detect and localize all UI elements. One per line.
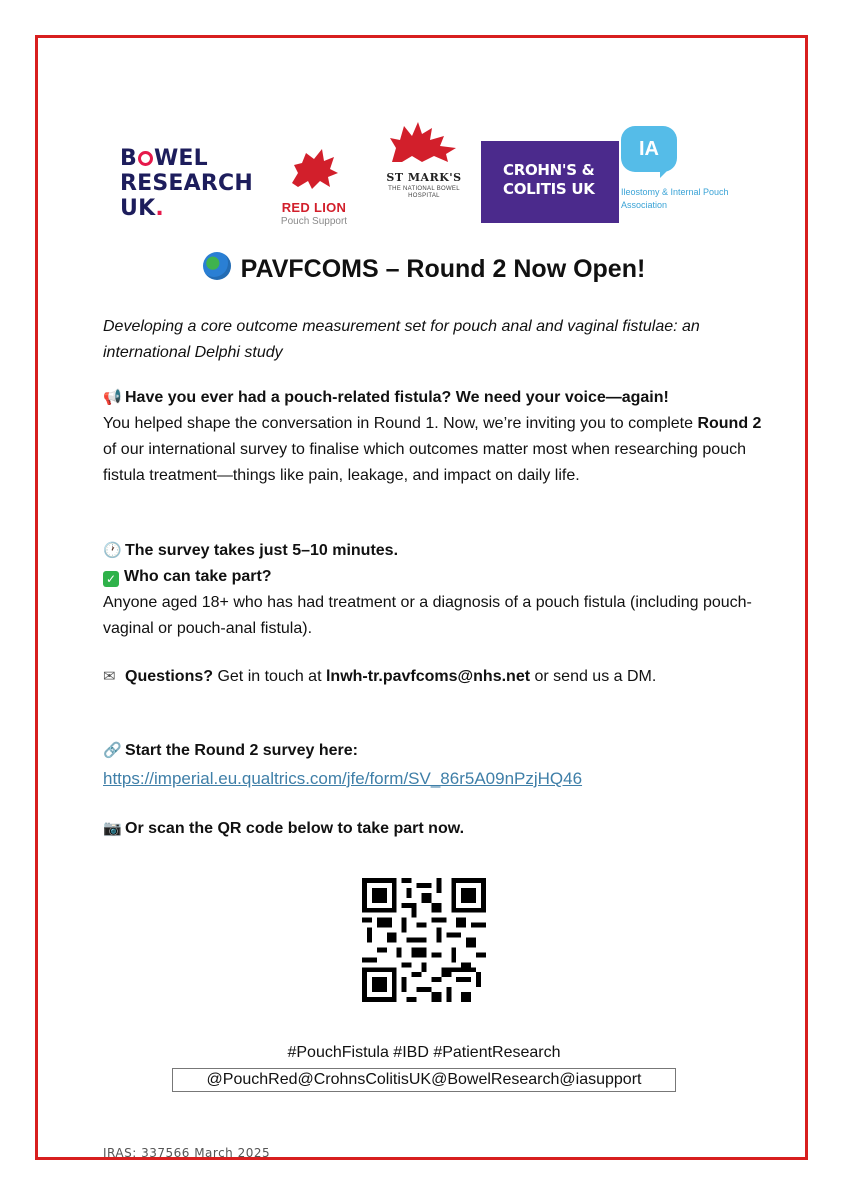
bowel-research-logo: B WEL RESEARCH UK. [120,146,253,221]
ia-logo-text: Ileostomy & Internal Pouch Association [621,187,729,210]
section-heading: Have you ever had a pouch-related fistula? We need your voice—again! [125,389,669,406]
link-icon: 🔗 [103,741,122,759]
eligibility-text: Anyone aged 18+ who has had treatment or a diagnosis of a pouch fistula (including pouch-vaginal or pouch-anal fistula). [103,594,752,637]
section-paragraph: You helped shape the conversation in Round 1. Now, we’re inviting you to complete Round 2 of our international survey to finalise which outcomes matter most when researching pouch fistula treatment—things like pain, leakage, and impact on daily life. [103,415,762,484]
qr-instruction: 📷 Or scan the QR code below to take part now. [103,815,763,842]
ia-bubble-tail-icon [660,166,672,178]
crohns-colitis-logo: CROHN'S & COLITIS UK [481,141,619,223]
questions-line: ✉ Questions? Get in touch at lnwh-tr.pavfcoms@nhs.net or send us a DM. [103,663,763,690]
bowel-ring-icon [138,151,153,166]
st-marks-logo: ST MARK'S THE NATIONAL BOWEL HOSPITAL [384,118,464,200]
social-handles[interactable]: @PouchRed@CrohnsColitisUK@BowelResearch@iasupport [172,1068,676,1092]
globe-icon [203,252,231,280]
study-subtitle: Developing a core outcome measurement set for pouch anal and vaginal fistulae: an international Delphi study [103,318,700,361]
megaphone-icon: 📢 [103,388,122,406]
survey-heading: Start the Round 2 survey here: [125,742,358,759]
winged-lion-icon [386,118,462,166]
ia-logo-badge: IA [621,126,677,172]
pouch-fistula-section [103,384,763,489]
survey-qr-code[interactable] [362,878,486,1002]
iras-footer: IRAS: 337566 March 2025 [103,1146,271,1160]
envelope-icon: ✉ [103,667,116,685]
survey-duration: The survey takes just 5–10 minutes. [125,542,399,559]
survey-link-section [103,737,763,793]
clock-icon: 🕐 [103,541,122,559]
page-title: PAVFCOMS – Round 2 Now Open! [0,252,848,284]
contact-email-link[interactable]: lnwh-tr.pavfcoms@nhs.net [325,668,531,685]
eligibility-heading: Who can take part? [124,568,272,585]
red-lion-logo: RED LION Pouch Support [277,143,351,227]
camera-icon: 📷 [103,819,122,837]
hashtags: #PouchFistula #IBD #PatientResearch [287,1044,561,1061]
survey-info-section [103,537,763,642]
survey-url-link[interactable]: https://imperial.eu.qualtrics.com/jfe/form/SV_86r5A09nPzjHQ46 [103,769,583,788]
red-dragon-icon [284,143,344,193]
check-icon: ✓ [103,571,119,587]
